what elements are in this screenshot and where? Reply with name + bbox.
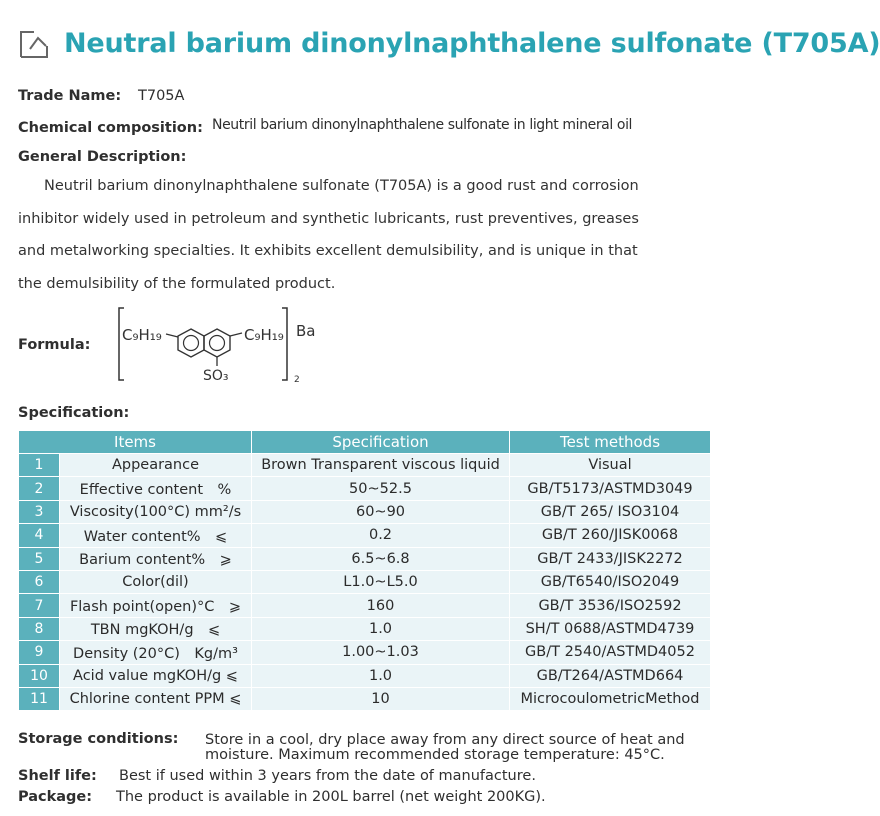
package-value: The product is available in 200L barrel (net weight 200KG). [116, 789, 546, 805]
general-description-paragraph: Neutril barium dinonylnaphthalene sulfonate (T705A) is a good rust and corrosion inhibitor widely used in petroleum and synthetic lubricants, rust preventives, greases and metalworking specialties. It exhibits excellent demulsibility, and is unique in that the demulsibility of the formulated product. [18, 178, 639, 292]
row-number: 2 [19, 477, 60, 500]
item-cell: Effective content % [60, 477, 252, 500]
row-number: 3 [19, 500, 60, 523]
method-cell: Visual [510, 454, 711, 477]
method-cell: GB/T264/ASTMD664 [510, 664, 711, 687]
spec-cell: L1.0~L5.0 [252, 570, 510, 593]
table-body [19, 454, 711, 711]
table-row [19, 477, 711, 500]
column-header-specification: Specification [252, 431, 510, 454]
spec-cell: 1.00~1.03 [252, 641, 510, 664]
item-cell: Viscosity(100°C) mm²/s [60, 500, 252, 523]
item-cell: TBN mgKOH/g ⩽ [60, 617, 252, 640]
spec-cell: 0.2 [252, 524, 510, 547]
sulfonate-group: SO₃ [203, 368, 229, 384]
row-number: 7 [19, 594, 60, 617]
formula-label: Formula: [18, 337, 91, 353]
formula-subscript: 2 [294, 375, 300, 385]
row-number: 6 [19, 570, 60, 593]
method-cell: GB/T 2540/ASTMD4052 [510, 641, 711, 664]
table-row [19, 454, 711, 477]
spec-cell: 1.0 [252, 617, 510, 640]
table-row [19, 687, 711, 710]
specification-label: Specification: [18, 405, 130, 421]
row-number: 11 [19, 687, 60, 710]
method-cell: GB/T 265/ ISO3104 [510, 500, 711, 523]
storage-conditions-value: Store in a cool, dry place away from any direct source of heat and moisture. Maximum recommended storage temperature: 45°C. [205, 732, 685, 763]
item-cell: Flash point(open)°C ⩾ [60, 594, 252, 617]
method-cell: SH/T 0688/ASTMD4739 [510, 617, 711, 640]
trade-name-label: Trade Name: [18, 88, 122, 104]
package-label: Package: [18, 789, 93, 805]
table-row [19, 594, 711, 617]
spec-cell: 10 [252, 687, 510, 710]
row-number: 1 [19, 454, 60, 477]
column-header-items: Items [19, 431, 252, 454]
method-cell: GB/T6540/ISO2049 [510, 570, 711, 593]
method-cell: GB/T5173/ASTMD3049 [510, 477, 711, 500]
page-title: Neutral barium dinonylnaphthalene sulfonate (T705A) [64, 28, 880, 59]
item-cell: Acid value mgKOH/g ⩽ [60, 664, 252, 687]
table-row [19, 500, 711, 523]
barium-symbol: Ba [296, 322, 316, 340]
shelf-life-value: Best if used within 3 years from the date of manufacture. [119, 768, 536, 784]
method-cell: GB/T 260/JISK0068 [510, 524, 711, 547]
right-alkyl-group: C₉H₁₉ [244, 326, 284, 344]
chemical-composition-value: Neutril barium dinonylnaphthalene sulfonate in light mineral oil [212, 117, 633, 133]
table-row [19, 570, 711, 593]
table-header-row [19, 431, 711, 454]
left-alkyl-group: C₉H₁₉ [122, 326, 162, 344]
item-cell: Density (20°C) Kg/m³ [60, 641, 252, 664]
table-row [19, 641, 711, 664]
table-row [19, 547, 711, 570]
table-row [19, 524, 711, 547]
item-cell: Appearance [60, 454, 252, 477]
row-number: 4 [19, 524, 60, 547]
method-cell: GB/T 2433/JISK2272 [510, 547, 711, 570]
item-cell: Barium content% ⩾ [60, 547, 252, 570]
spec-cell: 160 [252, 594, 510, 617]
item-cell: Chlorine content PPM ⩽ [60, 687, 252, 710]
trade-name-value: T705A [138, 88, 185, 104]
specification-table [18, 430, 711, 711]
document-corner-icon [18, 28, 50, 60]
spec-cell: 6.5~6.8 [252, 547, 510, 570]
table-row [19, 664, 711, 687]
spec-cell: 60~90 [252, 500, 510, 523]
row-number: 8 [19, 617, 60, 640]
row-number: 10 [19, 664, 60, 687]
row-number: 9 [19, 641, 60, 664]
chemical-composition-label: Chemical composition: [18, 120, 203, 136]
row-number: 5 [19, 547, 60, 570]
chemical-structure [110, 304, 340, 386]
shelf-life-label: Shelf life: [18, 768, 97, 784]
general-description-text [18, 170, 658, 300]
storage-conditions-label: Storage conditions: [18, 731, 179, 747]
column-header-test-methods: Test methods [510, 431, 711, 454]
table-row [19, 617, 711, 640]
item-cell: Water content% ⩽ [60, 524, 252, 547]
item-cell: Color(dil) [60, 570, 252, 593]
spec-cell: 50~52.5 [252, 477, 510, 500]
spec-cell: 1.0 [252, 664, 510, 687]
general-description-label: General Description: [18, 149, 187, 165]
method-cell: GB/T 3536/ISO2592 [510, 594, 711, 617]
spec-cell: Brown Transparent viscous liquid [252, 454, 510, 477]
method-cell: MicrocoulometricMethod [510, 687, 711, 710]
